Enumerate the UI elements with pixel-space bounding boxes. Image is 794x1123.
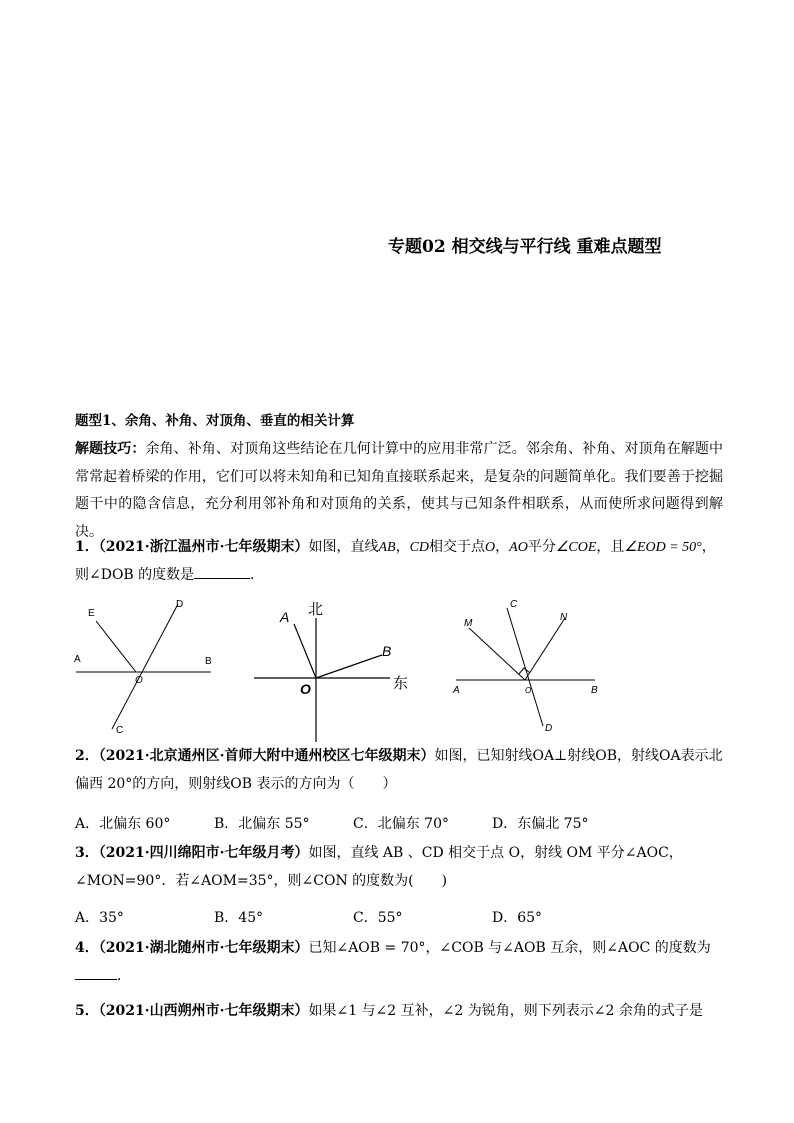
figure-1 [68,596,218,741]
label-c: C [116,725,124,736]
section-title: 题型1、余角、补角、对顶角、垂直的相关计算 [75,413,355,429]
q4-number: 4． [75,940,99,956]
q1-var-coe: ∠COE [555,540,597,555]
q1-var-ao: AO [509,540,528,555]
q1-number: 1． [75,539,99,555]
line-cd [507,608,543,726]
q3-number: 3． [75,845,99,861]
ray-om [469,628,525,680]
q1-var-eod: ∠EOD = 50° [624,540,702,555]
right-angle-mark [519,668,530,674]
label-o: O [300,681,311,697]
ray-oa [294,624,316,678]
label-o: O [135,675,143,686]
q1-end: ． [250,566,265,583]
q1-line2: 则∠DOB 的度数是 [75,566,195,583]
label-b: B [382,643,392,659]
page-title: 专题02 相交线与平行线 重难点题型 [388,237,662,257]
question-4 [75,935,725,990]
q2-option-b[interactable]: B．北偏东 55° [214,816,310,832]
q1-text-c: 平分 [527,539,556,555]
q1-var-cd: CD [409,540,430,555]
q1-text-d: ，且 [596,539,625,555]
q1-source: （2021·浙江温州市·七年级期末） [98,539,309,555]
q2-source: （2021·北京通州区·首师大附中通州校区七年级期末） [98,748,435,764]
question-5 [75,998,725,1026]
q5-number: 5． [75,1003,99,1019]
q3-option-c[interactable]: C．55° [353,910,403,926]
figure-3 [448,596,608,738]
q2-option-a[interactable]: A．北偏东 60° [75,816,171,832]
q4-source: （2021·湖北随州市·七年级期末） [98,940,309,956]
label-d: D [176,599,184,610]
tip-text: 余角、补角、对顶角这些结论在几何计算中的应用非常广泛。邻余角、补角、对顶角在解题中常常起着桥梁的作用，它们可以将未知角和已知角直接联系起来，是复杂的问题简单化。我们要善于挖掘题干中的隐含信息，充分利用邻补角和对顶角的关系，使其与已知条件相联系，从而使所求问题得到解决。 [75,441,724,540]
ray-on [525,618,565,680]
line-cd [112,604,178,729]
q1-var-o: O [485,540,496,555]
label-a: A [453,685,460,696]
label-e: E [88,608,95,619]
q1-var-ab: AB [378,540,396,555]
label-north: 北 [308,601,324,618]
question-3 [75,840,725,895]
q3-option-a[interactable]: A．35° [75,910,124,926]
ray-oe [96,621,136,672]
figure-2 [250,596,420,744]
label-n: N [560,612,568,623]
q2-number: 2． [75,748,99,764]
q1-text-e: ， [701,539,716,555]
label-o: O [525,686,532,695]
q2-options [75,813,631,833]
label-b: B [205,656,212,667]
q5-source: （2021·山西朔州市·七年级期末） [98,1003,309,1019]
label-east: 东 [393,675,409,692]
label-b: B [591,685,598,696]
q4-text: 已知∠AOB = 70°，∠COB 与∠AOB 互余，则∠AOC 的度数为 [308,940,711,956]
tip-label: 解题技巧： [75,441,146,457]
question-1: 1．（2021·浙江温州市·七年级期末）如图，直线AB，CD相交于点O，AO平分∠COE，且∠EOD = 50°， 则∠DOB 的度数是 ． [75,539,716,583]
q2-option-d[interactable]: D．东偏北 75° [492,816,589,832]
q3-text: 如图，直线 AB 、CD 相交于点 O，射线 OM 平分∠AOC，∠MON=90°．若∠AOM=35°，则∠CON 的度数为( ) [75,845,683,889]
label-d: D [545,723,553,734]
q5-text: 如果∠1 与∠2 互补，∠2 为锐角，则下列表示∠2 余角的式子是 [308,1003,703,1019]
label-c: C [510,599,518,610]
q1-text-a: 如图，直线 [308,539,379,555]
q3-option-d[interactable]: D．65° [492,910,543,926]
question-2 [75,743,725,798]
label-m: M [464,618,473,629]
solving-tip [75,436,723,546]
label-a: A [74,654,81,665]
q2-option-c[interactable]: C．北偏东 70° [353,816,449,832]
answer-blank[interactable] [75,965,117,980]
q3-option-b[interactable]: B．45° [214,910,264,926]
q4-end: ． [117,967,131,984]
label-a: A [280,609,290,625]
q2-text: 如图，已知射线OA⊥射线OB，射线OA表示北偏西 20°的方向，则射线OB 表示的方向为（ ） [75,748,723,792]
ray-ob [316,655,382,678]
q1-text-b: 相交于点 [429,539,486,555]
answer-blank[interactable] [194,564,250,579]
q3-source: （2021·四川绵阳市·七年级月考） [98,845,309,861]
q3-options [75,907,631,927]
